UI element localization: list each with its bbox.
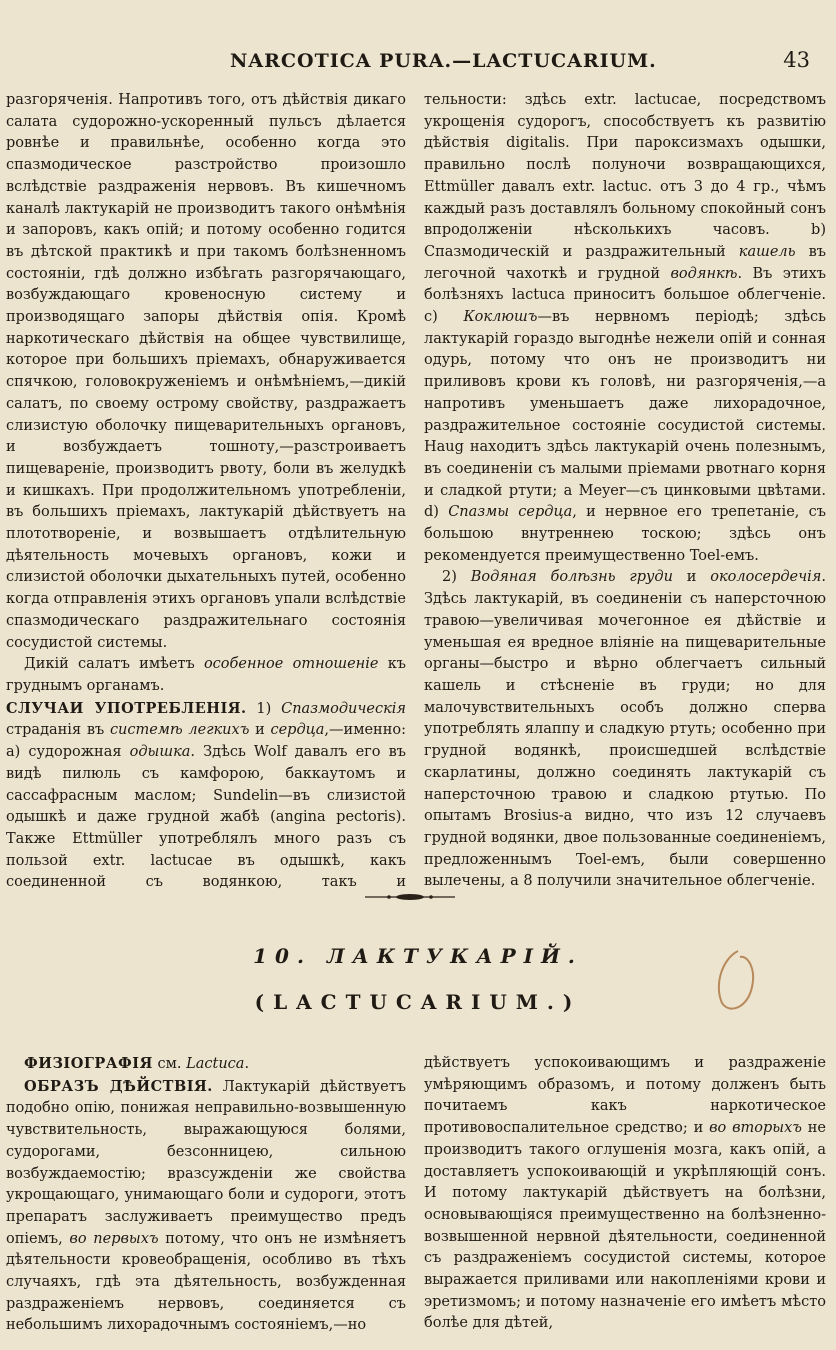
text: разгоряченія. Напротивъ того, отъ дѣйствія дикаго салата судорожно-ускоренный пульсъ дѣлается ровнѣе и правильнѣе, особенно когда это спазмодическое разстройство произошло вслѣдствіе раздраженія нервовъ. Въ кишечномъ каналѣ лактукарій не производитъ такого онѣмѣнія и запоровъ, какъ опій; и потому особенно годится въ дѣтской практикѣ и при такомъ болѣзненномъ состояніи, гдѣ должно избѣгать разгорячающаго, возбуждающаго кровеносную систему и производящаго запоры дѣйствія опія. Кромѣ наркотическаго дѣйствія на общее чувствилище, которое при большихъ пріемахъ, обнаруживается спячкою, головокруженіемъ и онѣмѣніемъ,—дикій салатъ, по своему острому свойству, раздражаетъ слизистую оболочку пищеварительныхъ органовъ, и возбуждаетъ тошноту,—разстроиваетъ пищевареніе, производитъ рвоту, боли въ желудкѣ и кишкахъ. При продолжительномъ употребленіи, въ большихъ пріемахъ, лактукарій дѣйствуетъ на плототвореніе, и возвышаетъ отдѣлительную дѣятельность мочевыхъ органовъ, кожи и слизистой оболочки дыхательныхъ путей, особенно когда отправленія этихъ органовъ упали вслѣдствіе спазмодическаго раздражительнаго состоянія сосудистой системы. [6,92,406,651]
column-top-right [424,90,826,890]
emphasis: Водяная болѣзнь груди [470,569,673,586]
text: 1) [246,700,282,717]
emphasis: во вторыхъ [709,1120,802,1137]
emphasis: во первыхъ [69,1230,159,1247]
text: 2) [442,569,471,586]
text: и [672,569,711,586]
section-title: 10. ЛАКТУКАРІЙ. [253,944,583,968]
paragraph [6,1053,406,1076]
text: . Въ этихъ болѣзняхъ lactuca приноситъ большое облегченіе. c) [424,265,826,326]
text: —въ нервномъ періодѣ; здѣсь лактукарій гораздо выгоднѣе нежели опій и сонная одурь, потому что онъ не производитъ ни приливовъ крови къ головѣ, ни разгоряченія,—а напротивъ уменьшаетъ даже лихорадочное, раздражительное состояніе сосудистой системы. Haug находитъ здѣсь лактукарій очень полезнымъ, въ соединеніи съ малыми пріемами рвотнаго корня и сладкой ртути; а Meyer—съ цинковыми цвѣтами. d) [424,309,826,521]
paragraph [6,654,406,697]
section-heading: ФИЗІОГРАФІЯ [24,1055,153,1072]
column-bottom-right [424,1053,826,1348]
page-number: 43 [783,48,810,72]
emphasis: кашель [738,243,796,260]
text: . [244,1056,250,1072]
text: ,—именно: а) судорожная [6,722,406,761]
emphasis: сердца [270,722,325,739]
section-heading: ОБРАЗЪ ДѢЙСТВІЯ. [24,1077,213,1095]
text: Дикій салатъ имѣетъ [24,656,204,673]
emphasis: околосердечія [710,569,822,586]
section-subtitle: (LACTUCARIUM.) [254,990,582,1014]
text: . Здѣсь Wolf давалъ его въ видѣ пилюль съ камфорою, баккаутомъ и сассафрасным маслом; Sundelin—въ слизистой одышкѣ и даже грудной жабѣ (angina pectoris). Также Ettmüller употреблялъ много разъ съ пользой extr. lactucae въ одышкѣ, какъ соединенной съ водянкою, такъ и [6,744,406,890]
section-heading: СЛУЧАИ УПОТРЕБЛЕНІЯ. [6,699,247,717]
emphasis: Спазмы сердца [448,504,573,521]
column-bottom-left [6,1053,406,1348]
emphasis: Lactuca [186,1056,245,1072]
text: дѣйствуетъ успокоивающимъ и раздраженіе умѣряющимъ образомъ, и потому долженъ быть почитаемъ какъ наркотическое противовоспалительное средство; и [424,1055,826,1137]
paragraph [424,90,826,567]
running-head: NARCOTICA PURA.—LACTUCARIUM. [230,50,657,72]
page-header [0,50,836,76]
paragraph [424,1053,826,1335]
text: въ легочной чахоткѣ и грудной [424,243,826,282]
text: потому, что онъ не измѣняетъ дѣятельности кровеобращенія, особливо въ тѣхъ случаяхъ, гдѣ эта дѣятельность, возбужденная раздраженіемъ нервовъ, соединяется съ небольшимъ лихорадочнымъ состояніемъ,—но [6,1230,406,1334]
emphasis: Коклюшъ [463,309,538,326]
emphasis: водянкѣ [670,265,738,282]
text: къ груднымъ органамъ. [6,656,406,694]
emphasis: одышка [129,744,191,761]
text: Лактукарій дѣйствуетъ подобно опію, понижая неправильно-возвышенную чувствительность, выражающуюся болями, судорогами, безсонницею, сильною возбуждаемостію; вразсужденіи же свойства укрощающаго, унимающаго боли и судороги, этотъ препаратъ заслуживаетъ преимущество предъ опіемъ, [6,1078,406,1247]
emphasis: Спазмодическія [281,700,406,717]
column-top-left [6,90,406,890]
text: не производитъ такого оглушенія мозга, какъ опій, а доставляетъ успокоивающій и укрѣпляющій сонъ. И потому лактукарій дѣйствуетъ на болѣзни, основывающіяся преимущественно на болѣзненно-возвышенной нервной дѣятельности, соединенной съ раздраженіемъ сосудистой системы, которое выражается приливами или накопленіями крови и эретизмомъ; и потому назначеніе его имѣетъ мѣсто болѣе для дѣтей, [424,1120,826,1332]
text: тельности: здѣсь extr. lactucae, посредствомъ укрощенія судорогъ, способствуетъ къ развитію дѣйствія digitalis. При пароксизмахъ одышки, правильно послѣ полуночи возвращающихся, Ettmüller давалъ extr. lactuc. отъ 3 до 4 гр., чѣмъ каждый разъ доставлялъ больному спокойный сонъ впродолженіи нѣсколькихъ часовъ. b) Спазмодическій и раздражительный [424,92,826,260]
text: страданія въ [6,722,110,739]
handwritten-mark [700,945,770,1015]
paragraph [6,1076,406,1337]
paragraph [6,90,406,654]
paragraph [424,567,826,890]
emphasis: системѣ легкихъ [109,722,250,739]
emphasis: особенное отношеніе [203,656,379,673]
paragraph [6,698,406,890]
text: . Здѣсь лактукарій, въ соединеніи съ наперсточною травою—увеличивая мочегонное ея дѣйствіе и уменьшая ея вредное вліяніе на пищеварительные органы—быстро и вѣрно облегчаетъ сильный кашель и стѣсненіе въ груди; но для малочувствительныхъ особъ должно сперва употреблять ялаппу и сладкую ртуть; особенно при грудной водянкѣ, происшедшей вслѣдствіе скарлатины, должно соединять лактукарій съ наперсточною травою и сладкою ртутью. По опытамъ Brosius-а видно, что изъ 12 случаевъ грудной водянки, двое пользованные соединеніемъ, предложеннымъ Toel-емъ, были совершенно вылечены, а 8 получили значительное облегченіе. [424,569,826,890]
text: см. [152,1056,187,1072]
ornamental-divider [365,892,455,902]
text: , и нервное его трепетаніе, съ большою внутреннею тоскою; здѣсь онъ рекомендуется преимущественно Toel-емъ. [424,504,826,564]
text: и [249,722,271,739]
